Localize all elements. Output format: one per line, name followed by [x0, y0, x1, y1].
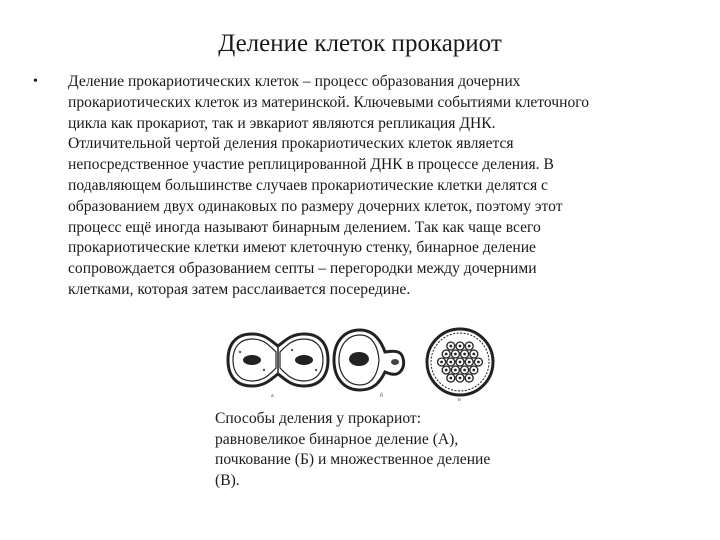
daughter-cell-nucleoid — [463, 353, 466, 356]
daughter-cell-nucleoid — [459, 361, 462, 364]
daughter-cell-nucleoid — [468, 345, 471, 348]
daughter-cell-nucleoid — [459, 345, 462, 348]
daughter-cell-nucleoid — [449, 377, 452, 380]
daughter-cell-nucleoid — [477, 361, 480, 364]
body-line: Деление прокариотических клеток – процесс образования дочерних — [68, 73, 521, 90]
body-line: прокариотические клетки имеют клеточную стенку, бинарное деление — [68, 239, 536, 257]
body-line: образованием двух одинаковых по размеру дочерних клеток, поэтому этот — [68, 197, 563, 215]
multiple-fission-cell-illustration — [427, 329, 493, 395]
daughter-cell-nucleoid — [449, 361, 452, 364]
daughter-cell-nucleoid — [468, 361, 471, 364]
body-paragraph — [68, 72, 688, 301]
caption-line: (В). — [215, 471, 240, 489]
cell-division-figure — [222, 322, 502, 402]
daughter-cell-nucleoid — [454, 353, 457, 356]
daughter-cell-nucleoid — [472, 353, 475, 356]
body-line: прокариотических клеток из материнской. Ключевыми событиями клеточного — [68, 93, 590, 111]
daughter-cell-nucleoid — [445, 353, 448, 356]
body-line: цикла как прокариот, так и эвкариот являются репликация ДНК. — [68, 114, 496, 132]
budding-cell-illustration — [334, 330, 404, 390]
bullet-marker: • — [33, 74, 38, 89]
body-line: процесс ещё иногда называют бинарным делением. Так как чаще всего — [68, 218, 541, 236]
daughter-cell-nucleoid — [454, 369, 457, 372]
daughter-cell-nucleoid — [463, 369, 466, 372]
daughter-cell-nucleoid — [459, 377, 462, 380]
figure-label-c: в — [458, 397, 461, 402]
caption-line: Способы деления у прокариот: — [215, 410, 422, 427]
body-line: подавляющем большинстве случаев прокариотические клетки делятся с — [68, 176, 548, 194]
daughter-cell-nucleoid — [440, 361, 443, 364]
body-line: сопровождается образованием септы – перегородки между дочерними — [68, 260, 537, 278]
binary-fission-cell-illustration — [228, 334, 328, 386]
caption-line: равновеликое бинарное деление (А), — [215, 430, 459, 448]
body-line: непосредственное участие реплицированной ДНК в процессе деления. В — [68, 156, 554, 174]
caption-line: почкование (Б) и множественное деление — [215, 451, 491, 468]
body-line: Отличительной чертой деления прокариотических клеток является — [68, 135, 514, 153]
figure-label-b: б — [380, 393, 384, 399]
daughter-cell-nucleoid — [472, 369, 475, 372]
figure-caption — [215, 409, 565, 491]
daughter-cell-nucleoid — [445, 369, 448, 372]
daughter-cells-group — [438, 342, 483, 382]
body-line: клетками, которая затем расслаивается посередине. — [68, 280, 411, 298]
daughter-cell-nucleoid — [449, 345, 452, 348]
figure-label-a: а — [271, 393, 274, 399]
daughter-cell-nucleoid — [468, 377, 471, 380]
slide-title: Деление клеток прокариот — [218, 30, 502, 57]
